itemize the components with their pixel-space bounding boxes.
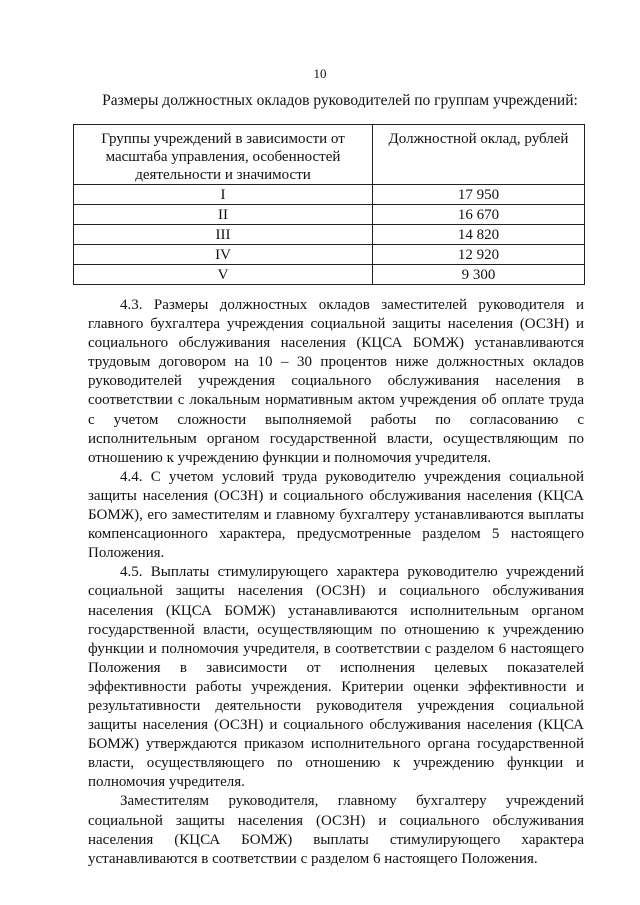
paragraph-4-3: 4.3. Размеры должностных окладов заместителей руководителя и главного бухгалтера учреждения социальной защиты населения (ОСЗН) и социального обслуживания населения (КЦСА БОМЖ) устанавливаются трудовым договором на 10 – 30 процентов ниже должностных окладов руководителей учреждения социального обслуживания населения в соответствии с локальным нормативным актом учреждения об оплате труда с учетом сложности выполняемой работы по согласованию с исполнительным органом государственной власти, осуществляющим по отношению к учреждению функции и полномочия учредителя. (88, 297, 584, 466)
table-row (74, 185, 585, 205)
group-cell: V (74, 265, 373, 285)
table-row (74, 265, 585, 285)
salary-cell: 17 950 (373, 185, 585, 205)
salary-cell: 14 820 (373, 225, 585, 245)
body-text (88, 296, 584, 869)
paragraph-4-4: 4.4. С учетом условий труда руководителю учреждения социальной защиты населения (ОСЗН) и социального обслуживания населения (КЦСА БОМЖ), его заместителям и главному бухгалтеру устанавливаются выплаты компенсационного характера, предусмотренные разделом 5 настоящего Положения. (88, 468, 584, 562)
group-cell: III (74, 225, 373, 245)
header-institution-group: Группы учреждений в зависимости от масштаба управления, особенностей деятельности и значимости (74, 125, 373, 185)
header-salary: Должностной оклад, рублей (373, 125, 585, 185)
paragraph-4-5: 4.5. Выплаты стимулирующего характера руководителю учреждений социальной защиты населения (ОСЗН) и социального обслуживания населения (КЦСА БОМЖ) устанавливаются исполнительным органом государственной власти, осуществляющим по отношению к учреждению функции и полномочия учредителя, в соответствии с разделом 6 настоящего Положения в зависимости от исполнения целевых показателей эффективности работы учреждения. Критерии оценки эффективности и результативности деятельности руководителя учреждения социальной защиты населения (ОСЗН) и социального обслуживания населения (КЦСА БОМЖ) утверждаются приказом исполнительного органа государственной власти, осуществляющего по отношению к учреждению функции и полномочия учредителя. (88, 564, 584, 791)
salary-cell: 12 920 (373, 245, 585, 265)
table-row (74, 205, 585, 225)
table-header-row (74, 125, 585, 185)
page-number: 10 (313, 66, 327, 81)
table-title: Размеры должностных окладов руководителей по группам учреждений: (102, 92, 578, 109)
group-cell: IV (74, 245, 373, 265)
salary-cell: 16 670 (373, 205, 585, 225)
table-row (74, 225, 585, 245)
salary-cell: 9 300 (373, 265, 585, 285)
group-cell: II (74, 205, 373, 225)
salary-table (73, 124, 585, 285)
paragraph-deputies: Заместителям руководителя, главному бухгалтеру учреждений социальной защиты населения (ОСЗН) и социального обслуживания населения (КЦСА БОМЖ) выплаты стимулирующего характера устанавливаются в соответствии с разделом 6 настоящего Положения. (88, 793, 584, 867)
group-cell: I (74, 185, 373, 205)
table-row (74, 245, 585, 265)
